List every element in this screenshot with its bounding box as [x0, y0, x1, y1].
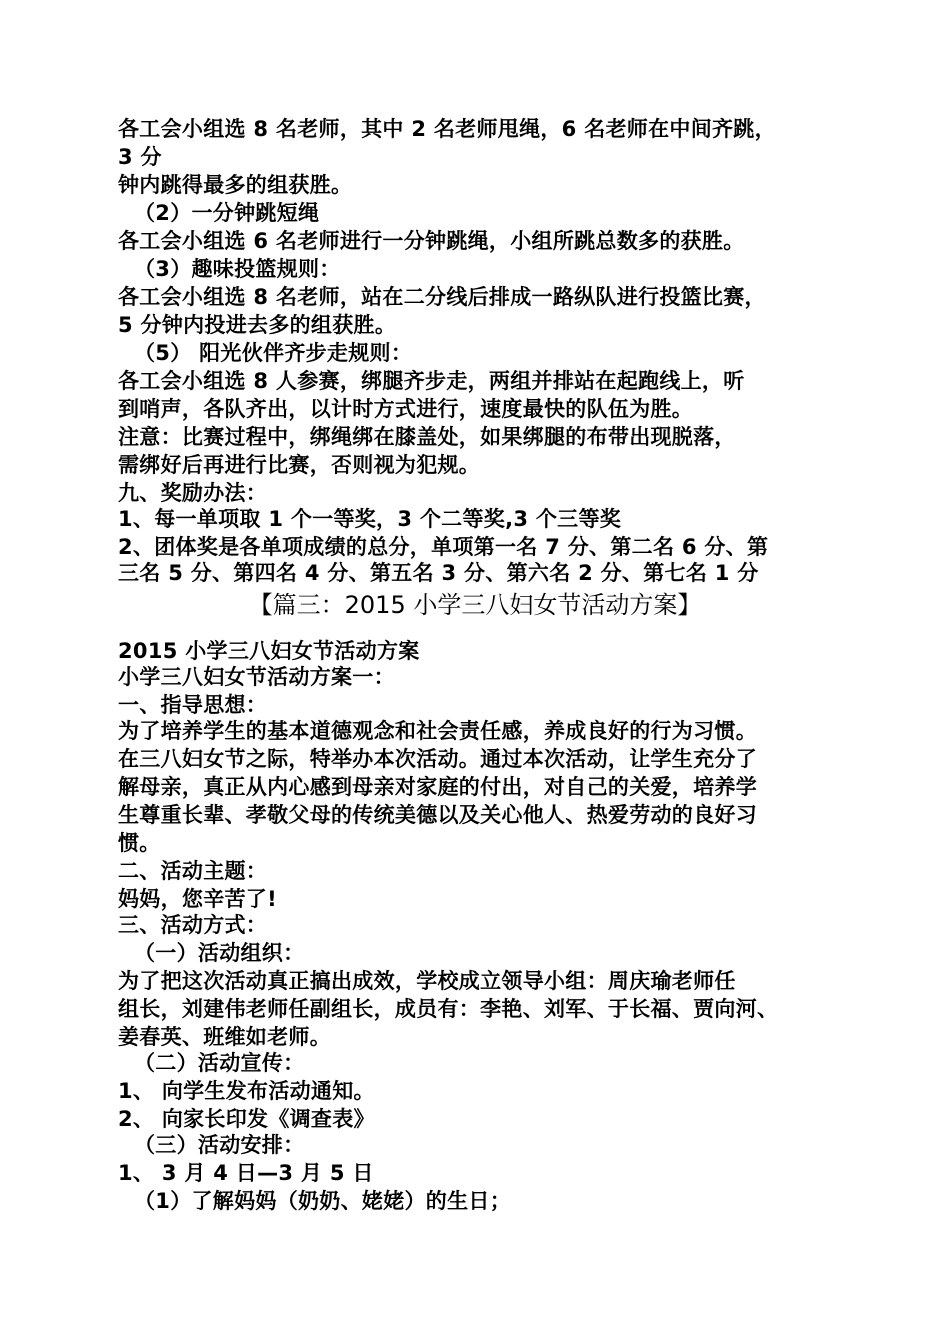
- text-line: 为了培养学生的基本道德观念和社会责任感，养成良好的行为习惯。: [118, 719, 757, 743]
- text-line: 组长，刘建伟老师任副组长，成员有：李艳、刘军、于长福、贾向河、: [118, 997, 779, 1021]
- text-line: 各工会小组选 8 名老师，其中 2 名老师甩绳，6 名老师在中间齐跳，: [118, 117, 776, 141]
- text-line: 1、每一单项取 1 个一等奖，3 个二等奖,3 个三等奖: [118, 507, 622, 531]
- text-line: 各工会小组选 6 名老师进行一分钟跳绳，小组所跳总数多的获胜。: [118, 229, 745, 253]
- text-line: 生尊重长辈、孝敬父母的传统美德以及关心他人、热爱劳动的良好习: [118, 803, 757, 827]
- text-line: 到哨声，各队齐出，以计时方式进行，速度最快的队伍为胜。: [118, 397, 694, 421]
- text-line: 三、活动方式：: [118, 913, 268, 937]
- text-line: 5 分钟内投进去多的组获胜。: [118, 313, 397, 337]
- text-line: 一、指导思想：: [118, 693, 268, 717]
- text-line: 三名 5 分、第四名 4 分、第五名 3 分、第六名 2 分、第七名 1 分: [118, 561, 759, 585]
- text-line: 惯。: [118, 831, 161, 855]
- text-line: 九、奖励办法：: [118, 481, 268, 505]
- text-line: 姜春英、班维如老师。: [118, 1025, 331, 1049]
- text-line: （一）活动组织：: [134, 941, 305, 965]
- text-line: 各工会小组选 8 名老师，站在二分线后排成一路纵队进行投篮比赛，: [118, 285, 766, 309]
- text-line: （二）活动宣传：: [134, 1051, 305, 1075]
- text-line: 为了把这次活动真正搞出成效，学校成立领导小组：周庆瑜老师任: [118, 969, 736, 993]
- text-line: 解母亲，真正从内心感到母亲对家庭的付出，对自己的关爱，培养学: [118, 775, 757, 799]
- text-line: （三）活动安排：: [134, 1133, 305, 1157]
- text-line: 各工会小组选 8 人参赛，绑腿齐步走，两组并排站在起跑线上，听: [118, 369, 745, 393]
- text-line: 注意：比赛过程中，绑绳绑在膝盖处，如果绑腿的布带出现脱落，: [118, 425, 736, 449]
- text-line: 3 分: [118, 145, 162, 169]
- text-line: 2015 小学三八妇女节活动方案: [118, 639, 420, 663]
- text-line: （3）趣味投篮规则：: [134, 257, 341, 281]
- text-line: 二、活动主题：: [118, 859, 268, 883]
- text-line: 妈妈，您辛苦了!: [118, 887, 277, 911]
- text-line: （1）了解妈妈（奶奶、姥姥）的生日；: [134, 1189, 512, 1213]
- text-line: 2、团体奖是各单项成绩的总分，单项第一名 7 分、第二名 6 分、第: [118, 535, 769, 559]
- text-line: （5） 阳光伙伴齐步走规则：: [134, 341, 413, 365]
- section-heading: 【篇三：2015 小学三八妇女节活动方案】: [248, 591, 702, 619]
- text-line: （2）一分钟跳短绳: [134, 201, 320, 225]
- text-line: 小学三八妇女节活动方案一：: [118, 665, 395, 689]
- text-line: 需绑好后再进行比赛，否则视为犯规。: [118, 453, 481, 477]
- text-line: 1、 3 月 4 日—3 月 5 日: [118, 1161, 374, 1185]
- text-line: 钟内跳得最多的组获胜。: [118, 173, 353, 197]
- text-line: 1、 向学生发布活动通知。: [118, 1079, 375, 1103]
- text-line: 在三八妇女节之际，特举办本次活动。通过本次活动，让学生充分了: [118, 747, 757, 771]
- text-line: 2、 向家长印发《调查表》: [118, 1107, 375, 1131]
